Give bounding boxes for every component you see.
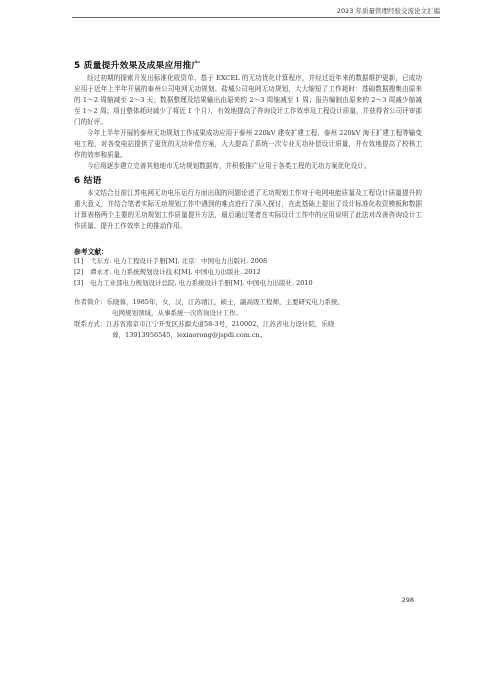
section-6-heading: 6 结语: [74, 176, 102, 186]
page-body: [74, 58, 422, 341]
author-bio-line-2: 电网规划领域，从事系统一次咨询设计工作。: [112, 309, 242, 317]
reference-item: [74, 267, 422, 278]
page-number: 298: [401, 596, 414, 604]
header-rule: [72, 17, 440, 18]
section-5-paragraph-2: 今年上半年开展的泰州无功规划工作成果成功应用于泰州 220kV 建安扩建工程、泰州 220kV 海王扩建工程等输变电工程，对各变电站提供了更优的无功补偿方案，大大提高了系统一次专业无功补偿设计质量，并有效地提高了校核工作的效率和质量。: [74, 129, 422, 159]
reference-text: 电力工业部电力规划设计总院. 电力系统设计手册[M]. 中国电力出版社. 2010: [90, 279, 313, 287]
section-6-paragraph-1: 本文结合目前江苏电网无功电压运行方面出现的问题论述了无功规划工作对于电网电能质量及工程设计质量提升的重大意义，并结合笔者实际无功规划工作中遇到的难点进行了深入探讨，在此基础上提出了设计标准化收资模板和数据计算表格两个主要的无功规划工作质量提升方法，最后通过笔者在实际设计工作中的应用说明了此法对改善咨询设计工作质量、提升工作效率上的推动作用。: [74, 189, 422, 230]
reference-item: [74, 278, 422, 289]
reference-item: [74, 256, 422, 267]
reference-text: 弋东方. 电力工程设计手册[M]. 北京：中国电力出版社. 2008: [90, 257, 268, 265]
reference-number: [2]: [74, 268, 84, 276]
section-5-paragraph-3: 今后将逐步建立完善其他地市无功规划数据库，并积极推广应用于各类工程的无功方案优化设计。: [87, 162, 371, 170]
references-heading: 参考文献：: [74, 248, 108, 256]
author-contact-line-2: 蓉，13913956545，lexiaorong@jspdi.com.cn。: [112, 331, 267, 339]
reference-number: [3]: [74, 279, 84, 287]
author-contact-line-1: 联系方式：江苏省南京市江宁开发区苏源大道58-3号，210002，江苏省电力设计院，乐晓: [74, 320, 335, 328]
section-5-paragraph-1: 经过初期的探索开发出标准化收资单、基于 EXCEL 的无功优化计算程序，并经过近年来的数据维护更新，已成功应用于近年上半年开展的泰州公司电网无功规划、盐城公司电网无功规划，大大缩短了工作耗时：基础数据搜集由原来的 1～2 周缩减至 2～3 天；数据整理及结果输出由原来的 2～3 周缩减至 1 周；报告编制由原来的 2～3 周减少缩减至 1～2 周；项目整体耗时减少了将近 1 个月），有效地提高了咨询设计工作效率及工程设计质量，并获得省公司评审部门的好评。: [74, 74, 422, 126]
author-bio-line-1: 作者简介：乐晓蓉，1985年，女，汉，江苏靖江，硕士，副高级工程师，主要研究电力系统、: [74, 298, 345, 306]
reference-number: [1]: [74, 257, 84, 265]
section-5-heading: 5 质量提升效果及成果应用推广: [74, 61, 201, 71]
reference-text: 谭永才. 电力系统规划设计技术[M]. 中国电力出版社. 2012: [90, 268, 261, 276]
running-header: 2023 年质量管理经验交流论文汇编: [336, 7, 440, 15]
author-info: [74, 297, 422, 341]
